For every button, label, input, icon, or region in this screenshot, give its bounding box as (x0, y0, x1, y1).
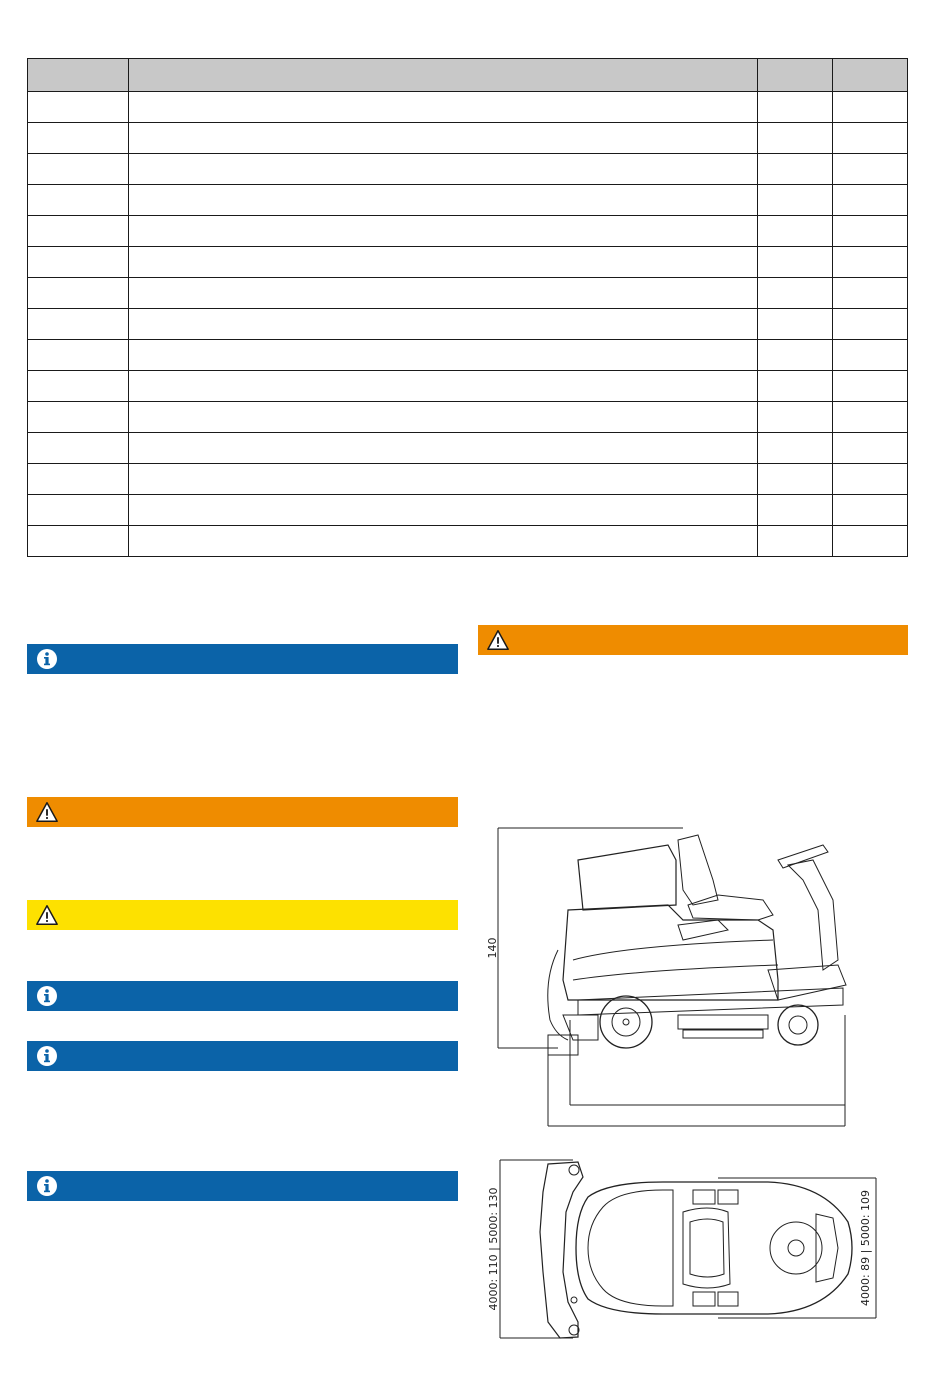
table-header-cell (129, 59, 758, 92)
table-cell (758, 402, 833, 433)
caution-notice-bar (27, 900, 458, 930)
info-icon (35, 647, 59, 671)
table-cell (28, 495, 129, 526)
table-cell (758, 154, 833, 185)
table-cell (833, 526, 908, 557)
table-row (28, 309, 908, 340)
table-cell (129, 92, 758, 123)
warning-triangle-icon (35, 800, 59, 824)
machine-side-view-figure (478, 820, 908, 1135)
table-cell (833, 247, 908, 278)
table-cell (28, 154, 129, 185)
table-header-cell (758, 59, 833, 92)
table-cell (758, 495, 833, 526)
info-notice-bar (27, 1041, 458, 1071)
table-cell (129, 495, 758, 526)
table-row (28, 433, 908, 464)
table-cell (28, 123, 129, 154)
table-cell (28, 464, 129, 495)
table-cell (28, 526, 129, 557)
info-icon (35, 1174, 59, 1198)
table-row (28, 495, 908, 526)
table-cell (28, 247, 129, 278)
table-row (28, 526, 908, 557)
table-cell (129, 123, 758, 154)
table-cell (833, 123, 908, 154)
table-cell (833, 433, 908, 464)
table-cell (833, 185, 908, 216)
table-cell (129, 464, 758, 495)
table-cell (28, 278, 129, 309)
table-cell (129, 402, 758, 433)
table-cell (758, 526, 833, 557)
top-view-left-label: 4000: 110 | 5000: 130 (487, 1187, 500, 1311)
table-cell (28, 185, 129, 216)
table-cell (28, 340, 129, 371)
warning-notice-bar (478, 625, 908, 655)
top-view-right-label: 4000: 89 | 5000: 109 (859, 1189, 872, 1307)
info-notice-bar (27, 981, 458, 1011)
table-cell (28, 309, 129, 340)
warning-notice-bar (27, 797, 458, 827)
table-cell (758, 216, 833, 247)
table-cell (833, 216, 908, 247)
table-row (28, 216, 908, 247)
table-row (28, 402, 908, 433)
machine-top-view-figure (478, 1152, 908, 1347)
table-row (28, 92, 908, 123)
table-row (28, 123, 908, 154)
table-cell (758, 309, 833, 340)
table-cell (129, 154, 758, 185)
table-cell (28, 371, 129, 402)
info-icon (35, 984, 59, 1008)
table-cell (833, 340, 908, 371)
table-cell (129, 247, 758, 278)
table-header-cell (833, 59, 908, 92)
table-row (28, 247, 908, 278)
table-cell (758, 247, 833, 278)
table-cell (833, 402, 908, 433)
table-row (28, 278, 908, 309)
table-header-cell (28, 59, 129, 92)
table-cell (129, 433, 758, 464)
warning-triangle-icon (486, 628, 510, 652)
table-cell (833, 371, 908, 402)
table-cell (758, 340, 833, 371)
table-cell (758, 464, 833, 495)
side-view-height-label: 140 (486, 937, 499, 959)
table-row (28, 185, 908, 216)
table-cell (833, 92, 908, 123)
info-notice-bar (27, 1171, 458, 1201)
info-icon (35, 1044, 59, 1068)
table-cell (833, 464, 908, 495)
table-cell (28, 92, 129, 123)
table-cell (758, 278, 833, 309)
table-cell (28, 433, 129, 464)
table-cell (833, 309, 908, 340)
table-row (28, 464, 908, 495)
table-row (28, 340, 908, 371)
table-cell (833, 154, 908, 185)
table-cell (129, 371, 758, 402)
info-notice-bar (27, 644, 458, 674)
table-cell (758, 123, 833, 154)
table-cell (129, 340, 758, 371)
table-cell (129, 185, 758, 216)
table-row (28, 371, 908, 402)
warning-triangle-icon (35, 903, 59, 927)
table-cell (129, 526, 758, 557)
table-cell (758, 92, 833, 123)
table-cell (833, 278, 908, 309)
table-cell (758, 371, 833, 402)
table-cell (758, 433, 833, 464)
table-cell (129, 216, 758, 247)
table-cell (758, 185, 833, 216)
table-row (28, 154, 908, 185)
spec-table (27, 58, 908, 557)
table-cell (28, 216, 129, 247)
table-cell (129, 309, 758, 340)
table-cell (129, 278, 758, 309)
table-cell (28, 402, 129, 433)
table-header-row (28, 59, 908, 92)
table-cell (833, 495, 908, 526)
